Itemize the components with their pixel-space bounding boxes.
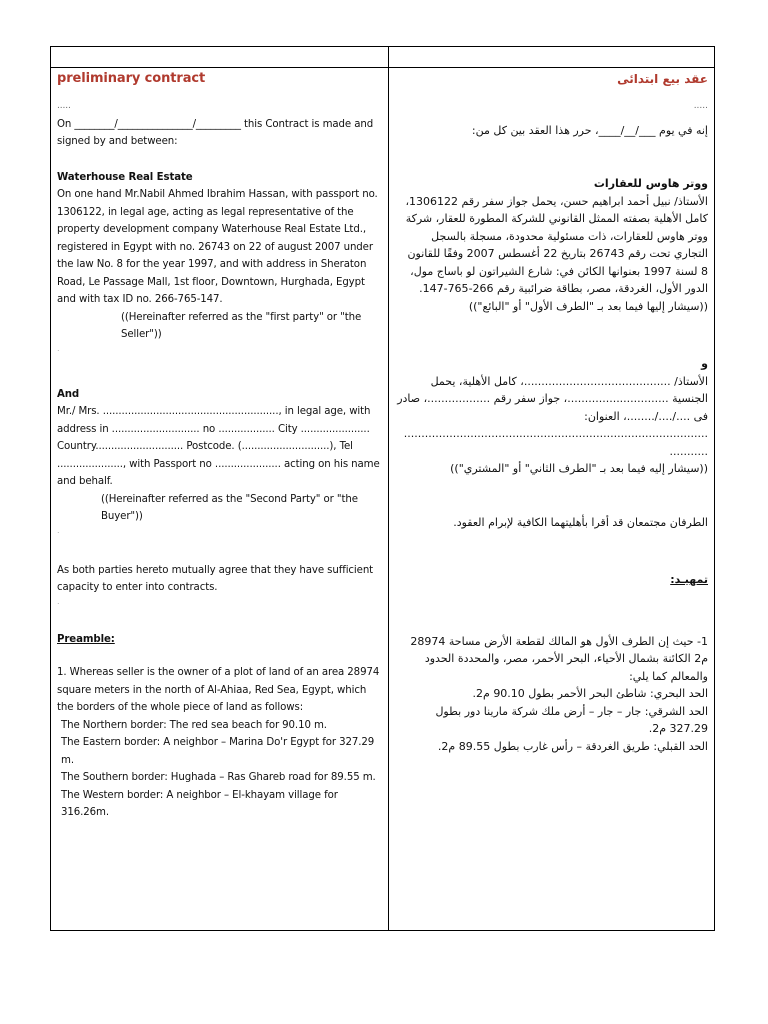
arabic-date-line: إنه في يوم ___/__/____، حرر هذا العقد بين كل من: [471,123,708,137]
english-border-west: The Western border: A neighbor – El-khayam village for 316.26m. [61,789,338,818]
arabic-border-north: الحد البحري: شاطئ البحر الأحمر بطول 90.10 م2. [472,687,708,700]
english-and-heading: And [57,388,80,400]
english-seller-text: On one hand Mr.Nabil Ahmed Ibrahim Hassan, with passport no. 1306122, in legal age, acting as legal representative of the property development company Waterhouse Real Estate Ltd., registered in Egypt with no. 26743 on 22 of august 2007 under the law No. 8 for the year 1997, and with address in Sheraton Road, Le Passage Mall, 1st floor, Downtown, Hurghada, Egypt and with tax ID no. 266-765-147. [57,189,378,305]
english-capacity-text: As both parties hereto mutually agree that they have sufficient capacity to enter into contracts. [57,564,374,593]
arabic-border-east: الحد الشرقي: جار – جار – أرض ملك شركة مارينا دور بطول 327.29 م2. [435,704,708,735]
arabic-seller-text: الأستاذ/ نبيل أحمد ابراهيم حسن، يحمل جواز سفر رقم 1306122، كامل الأهلية بصفته الممثل القانوني للشركة المطورة للعقار، شركة ووتر هاوس للعقارات، ذات مسئولية محدودة، مسجلة بالسجل التجاري تحت رقم 26743 بتاريخ 22 أغسطس 2007 وفقًا للقانون 8 لسنة 1997 بعنوانها الكائن في: شارع الشيراتون لو باساج مول، الدور الأول، الغردقة، مصر، بطاقة ضرائبية رقم 266-765-147. [405,194,708,295]
english-seller-ref: ((Hereinafter referred as the "first party" or "the Seller")) [121,311,362,340]
english-buyer-ref: ((Hereinafter referred as the "Second Party" or "the Buyer")) [101,493,358,522]
english-border-east: The Eastern border: A neighbor – Marina Do'r Egypt for 327.29 m. [61,737,375,766]
english-preamble-1: 1. Whereas seller is the owner of a plot of land of an area 28974 square meters in the north of Al-Ahiaa, Red Sea, Egypt, which the borders of the whole piece of land as follows: [57,667,380,713]
english-dots: ..... [57,101,71,111]
english-border-north: The Northern border: The red sea beach for 90.10 m. [61,719,327,731]
english-buyer-text: Mr./ Mrs. ........................................................, in legal age, with address in ............................ no .................. City ...................... Country............................ Postcode. (............................), Tel ....................., with Passport no ..................... acting on his name and behalf. [57,406,380,487]
english-date-line: On ________/_______________/_________ this Contract is made and signed by and between: [57,118,374,147]
arabic-dots: ..... [693,101,708,111]
arabic-title: عقد بيع ابتدائى [617,72,708,86]
arabic-buyer-ref: ((سيشار إليه فيما بعد بـ "الطرف الثاني" أو "المشتري")) [450,462,708,475]
arabic-capacity-text: الطرفان مجتمعان قد أقرا بأهليتهما الكافية لإبرام العقود. [453,515,708,529]
arabic-buyer-text: الأستاذ/ ..........................................، كامل الأهلية، يحمل الجنسية .............................، جواز سفر رقم ..................، صادر فى ..../..../........، العنوان: ....................................................................................... ........... [397,374,708,458]
contract-table [50,46,715,931]
english-seller-heading: Waterhouse Real Estate [57,171,193,183]
arabic-border-south: الحد القبلي: طريق الغردقة – رأس غارب بطول 89.55 م2. [437,739,708,753]
english-column: preliminary contract ..... On ________/_______________/_________ this Contract is made and signed by and between: Waterhouse Real Estate On one hand Mr.Nabil Ahmed Ibrahim Hassan, with passport no. 1306122, in legal age, acting as legal representative of the property development company Waterhouse Real Estate Ltd., registered in Egypt with no. 26743 on 22 of august 2007 under the law No. 8 for the year 1997, and with address in Sheraton Road, Le Passage Mall, 1st floor, Downtown, Hurghada, Egypt and with tax ID no. 266-765-147. ((Hereinafter referred as the "first party" or "the Seller")) . And Mr./ Mrs. ........................................................, in legal age, with address in ............................ no .................. City ...................... Country............................ Postcode. (............................), Tel ....................., with Passport no ..................... acting on his name and behalf. ((Hereinafter referred as the "Second Party" or "the Buyer")) . As both parties hereto mutually agree that they have sufficient capacity to enter into contracts. . Preamble: 1. Whereas seller is the owner of a plot of land of an area 28974 square meters in the north of Al-Ahiaa, Red Sea, Egypt, which the borders of the whole piece of land as follows: The Northern border: The red sea beach for 90.10 m. The Eastern border: A neighbor – Marina Do'r Egypt for 327.29 m. The Southern border: Hughada – Ras Ghareb road for 89.55 m. The Western border: A neighbor – El-khayam village for 316.26m. [51,68,388,930]
arabic-and-heading: و [701,357,708,370]
arabic-column [389,68,716,930]
english-border-south: The Southern border: Hughada – Ras Ghareb road for 89.55 m. [61,772,376,783]
arabic-preamble-heading: تمهيـد: [670,573,708,586]
english-preamble-heading: Preamble: [57,633,115,645]
arabic-seller-heading: ووتر هاوس للعقارات [593,177,708,190]
arabic-seller-ref: ((سيشار إليها فيما بعد بـ "الطرف الأول" أو "البائع")) [468,299,708,313]
english-title: preliminary contract [57,71,206,86]
arabic-preamble-1: 1- حيث إن الطرف الأول هو المالك لقطعة الأرض مساحة 28974 م2 الكائنة بشمال الأحياء، البحر الأحمر، مصر، والمحددة الحدود والمعالم كما يلي: [410,634,708,683]
